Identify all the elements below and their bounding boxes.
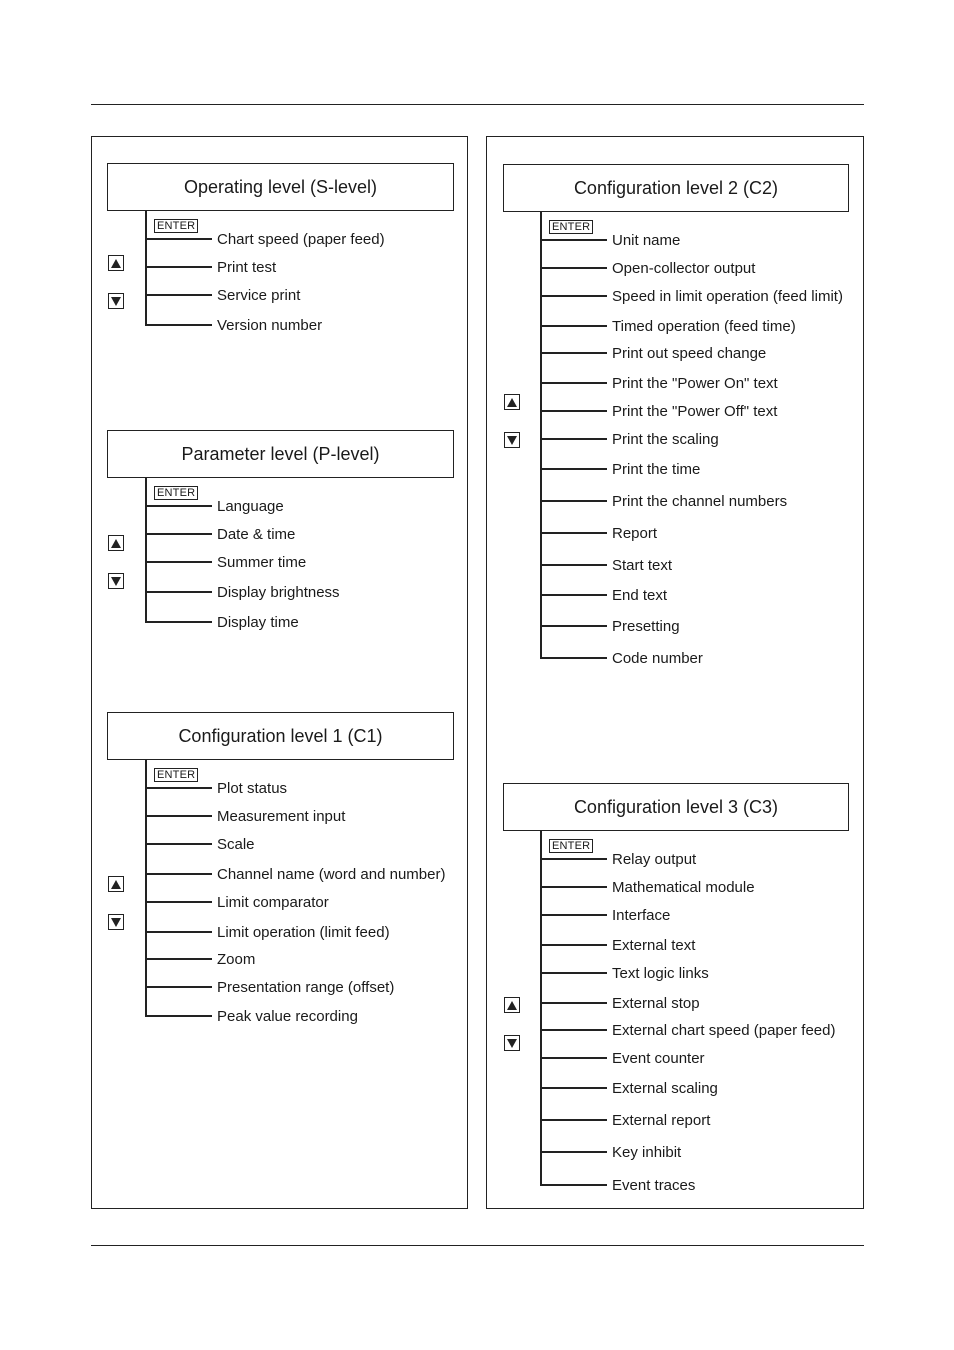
menu-item[interactable]: Speed in limit operation (feed limit) xyxy=(612,288,843,305)
tree-branch xyxy=(540,1119,607,1121)
tree-branch xyxy=(540,352,607,354)
level-title: Configuration level 2 (C2) xyxy=(503,164,849,212)
tree-branch xyxy=(540,1002,607,1004)
up-arrow-key-icon[interactable] xyxy=(108,535,124,551)
menu-item[interactable]: Relay output xyxy=(612,851,697,868)
menu-item[interactable]: External chart speed (paper feed) xyxy=(612,1022,836,1039)
tree-branch xyxy=(145,1015,212,1017)
menu-item[interactable]: Display time xyxy=(217,614,299,631)
tree-branch xyxy=(145,931,212,933)
level-title: Operating level (S-level) xyxy=(107,163,454,211)
menu-item[interactable]: Date & time xyxy=(217,526,296,543)
menu-item[interactable]: Version number xyxy=(217,317,323,334)
menu-item[interactable]: Unit name xyxy=(612,232,681,249)
menu-item[interactable]: Measurement input xyxy=(217,808,346,825)
up-arrow-key-icon[interactable] xyxy=(504,997,520,1013)
tree-branch xyxy=(540,532,607,534)
menu-item[interactable]: Print out speed change xyxy=(612,345,767,362)
tree-branch xyxy=(540,1087,607,1089)
menu-item[interactable]: External text xyxy=(612,937,696,954)
tree-branch xyxy=(540,972,607,974)
menu-item[interactable]: Service print xyxy=(217,287,301,304)
up-arrow-key-icon[interactable] xyxy=(108,876,124,892)
tree-branch xyxy=(540,1029,607,1031)
tree-branch xyxy=(145,901,212,903)
tree-branch xyxy=(540,858,607,860)
menu-item[interactable]: Limit comparator xyxy=(217,894,329,911)
tree-branch xyxy=(145,591,212,593)
level-title: Configuration level 1 (C1) xyxy=(107,712,454,760)
menu-item[interactable]: Print the "Power Off" text xyxy=(612,403,778,420)
tree-branch xyxy=(145,787,212,789)
bottom-rule xyxy=(91,1245,864,1246)
level-title: Configuration level 3 (C3) xyxy=(503,783,849,831)
tree-branch xyxy=(540,438,607,440)
menu-item[interactable]: Language xyxy=(217,498,284,515)
tree-branch xyxy=(145,843,212,845)
enter-key-icon[interactable]: ENTER xyxy=(154,486,198,500)
menu-item[interactable]: Zoom xyxy=(217,951,256,968)
tree-branch xyxy=(540,1057,607,1059)
tree-branch xyxy=(145,238,212,240)
menu-item[interactable]: Print the scaling xyxy=(612,431,719,448)
menu-item[interactable]: Open-collector output xyxy=(612,260,756,277)
tree-branch xyxy=(540,914,607,916)
tree-branch xyxy=(540,382,607,384)
tree-connector xyxy=(145,478,147,621)
tree-branch xyxy=(540,657,607,659)
top-rule xyxy=(91,104,864,105)
tree-branch xyxy=(540,468,607,470)
up-arrow-key-icon[interactable] xyxy=(504,394,520,410)
tree-connector xyxy=(145,760,147,1015)
tree-branch xyxy=(540,325,607,327)
menu-item[interactable]: External stop xyxy=(612,995,700,1012)
down-arrow-key-icon[interactable] xyxy=(504,1035,520,1051)
menu-item[interactable]: Print the "Power On" text xyxy=(612,375,778,392)
menu-item[interactable]: Presetting xyxy=(612,618,680,635)
menu-item[interactable]: Code number xyxy=(612,650,703,667)
tree-branch xyxy=(540,1151,607,1153)
tree-branch xyxy=(540,886,607,888)
menu-item[interactable]: Display brightness xyxy=(217,584,340,601)
tree-branch xyxy=(540,594,607,596)
tree-branch xyxy=(145,505,212,507)
down-arrow-key-icon[interactable] xyxy=(108,293,124,309)
tree-branch xyxy=(145,621,212,623)
menu-item[interactable]: Channel name (word and number) xyxy=(217,866,446,883)
enter-key-icon[interactable]: ENTER xyxy=(154,768,198,782)
menu-item[interactable]: Text logic links xyxy=(612,965,709,982)
menu-item[interactable]: Chart speed (paper feed) xyxy=(217,231,385,248)
enter-key-icon[interactable]: ENTER xyxy=(549,839,593,853)
menu-item[interactable]: Key inhibit xyxy=(612,1144,682,1161)
tree-branch xyxy=(540,410,607,412)
tree-branch xyxy=(540,625,607,627)
menu-item[interactable]: Mathematical module xyxy=(612,879,755,896)
menu-item[interactable]: Scale xyxy=(217,836,255,853)
menu-item[interactable]: Summer time xyxy=(217,554,307,571)
menu-item[interactable]: Report xyxy=(612,525,658,542)
down-arrow-key-icon[interactable] xyxy=(108,914,124,930)
menu-item[interactable]: Print test xyxy=(217,259,277,276)
menu-item[interactable]: External scaling xyxy=(612,1080,718,1097)
tree-connector xyxy=(540,212,542,657)
menu-item[interactable]: Event traces xyxy=(612,1177,696,1194)
tree-branch xyxy=(540,239,607,241)
menu-item[interactable]: Peak value recording xyxy=(217,1008,358,1025)
down-arrow-key-icon[interactable] xyxy=(504,432,520,448)
menu-item[interactable]: End text xyxy=(612,587,668,604)
menu-item[interactable]: Print the time xyxy=(612,461,701,478)
tree-branch xyxy=(145,815,212,817)
tree-branch xyxy=(145,294,212,296)
menu-item[interactable]: External report xyxy=(612,1112,711,1129)
tree-branch xyxy=(540,564,607,566)
tree-branch xyxy=(540,500,607,502)
menu-item[interactable]: Event counter xyxy=(612,1050,705,1067)
tree-branch xyxy=(145,266,212,268)
tree-connector xyxy=(540,831,542,1184)
menu-item[interactable]: Interface xyxy=(612,907,671,924)
menu-item[interactable]: Limit operation (limit feed) xyxy=(217,924,390,941)
tree-branch xyxy=(145,958,212,960)
menu-item[interactable]: Presentation range (offset) xyxy=(217,979,395,996)
enter-key-icon[interactable]: ENTER xyxy=(549,220,593,234)
tree-branch xyxy=(540,295,607,297)
tree-branch xyxy=(145,873,212,875)
tree-branch xyxy=(145,324,212,326)
tree-branch xyxy=(540,944,607,946)
down-arrow-key-icon[interactable] xyxy=(108,573,124,589)
tree-branch xyxy=(145,561,212,563)
menu-item[interactable]: Timed operation (feed time) xyxy=(612,318,796,335)
menu-item[interactable]: Start text xyxy=(612,557,673,574)
enter-key-icon[interactable]: ENTER xyxy=(154,219,198,233)
menu-item[interactable]: Plot status xyxy=(217,780,288,797)
level-title: Parameter level (P-level) xyxy=(107,430,454,478)
menu-item[interactable]: Print the channel numbers xyxy=(612,493,788,510)
tree-branch xyxy=(540,267,607,269)
tree-branch xyxy=(145,986,212,988)
tree-branch xyxy=(145,533,212,535)
tree-branch xyxy=(540,1184,607,1186)
up-arrow-key-icon[interactable] xyxy=(108,255,124,271)
